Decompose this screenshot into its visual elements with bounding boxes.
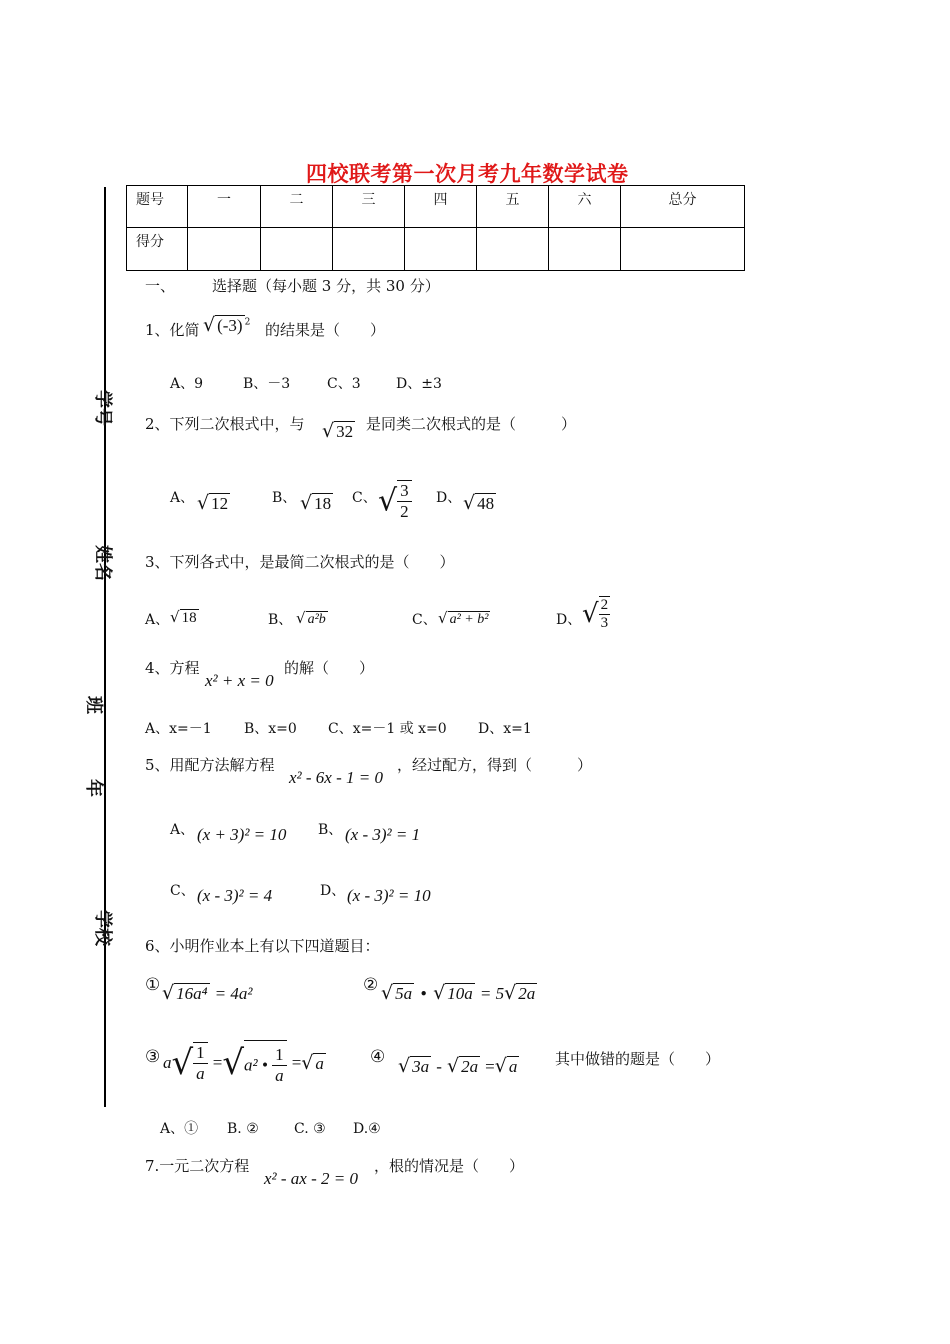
q5-option-b: (x - 3)² = 1	[345, 825, 421, 844]
q5-option-d-label: D、	[320, 883, 346, 899]
q1-suffix: 的结果是（ ）	[265, 321, 386, 339]
q3-option-d: √ $\frac{2}{3}$	[582, 597, 609, 631]
q5-suffix: ，经过配方，得到（ ）	[397, 756, 593, 774]
score-cell[interactable]	[261, 228, 333, 271]
q6-item-4: √ 3a - √ 2a =√ a	[398, 1055, 518, 1077]
q1-option-c: C、3	[327, 376, 361, 392]
q2-option-c-label: C、	[352, 490, 377, 506]
q6-text: 6、小明作业本上有以下四道题目：	[145, 937, 380, 955]
q4-option-b: B、x=0	[244, 721, 297, 737]
q4-prefix: 4、方程	[145, 659, 200, 677]
q6-item-3-mark: ③	[145, 1047, 161, 1067]
score-row-label: 得分	[127, 228, 188, 271]
q2-option-b-label: B、	[272, 490, 297, 506]
q7-suffix: ，根的情况是（ ）	[374, 1157, 525, 1175]
score-col-5: 五	[477, 186, 549, 228]
q2-suffix: 是同类二次根式的是（ ）	[366, 415, 577, 433]
q5-prefix: 5、用配方法解方程	[145, 756, 275, 774]
score-header-label: 题号	[127, 186, 188, 228]
q6-option-c: C. ③	[294, 1121, 326, 1137]
q6-item-3: a√ $\frac{1}{a}$ =√a² • $\frac{1}{a}$ =√ a	[163, 1040, 326, 1086]
q1-option-d: D、±3	[396, 376, 442, 392]
side-label-grade: 年	[83, 779, 104, 797]
side-label-student-id: 学号	[92, 390, 113, 426]
score-col-3: 三	[333, 186, 405, 228]
q2-option-b: √ 18	[300, 492, 332, 514]
q5-option-a-label: A、	[170, 822, 195, 838]
q1-radical: √ (-3) $^2$	[203, 314, 251, 336]
q6-item-2: √ 5a • √ 10a = 5√ 2a	[381, 982, 536, 1004]
q1-exponent: 2	[244, 317, 251, 328]
q3-option-a: √ 18	[170, 608, 197, 626]
q2-option-d: √ 48	[463, 492, 495, 514]
q5-option-c-label: C、	[170, 883, 195, 899]
q2-option-d-label: D、	[436, 490, 462, 506]
q6-item-1-mark: ①	[145, 975, 161, 995]
q1-option-b: B、－3	[243, 376, 291, 392]
q1-radicand: (-3)	[217, 316, 243, 335]
q7-prefix: 7.一元二次方程	[145, 1157, 250, 1175]
score-cell[interactable]	[621, 228, 745, 271]
q5-option-a: (x + 3)² = 10	[197, 825, 287, 844]
q6-item-1: √ 16a⁴ = 4a²	[162, 982, 253, 1004]
q4-equation: x² + x = 0	[205, 671, 274, 690]
q5-option-c: (x - 3)² = 4	[197, 886, 273, 905]
q1-option-a: A、9	[170, 376, 204, 392]
side-label-school: 学校	[92, 910, 113, 946]
binding-line	[104, 187, 106, 1107]
q3-option-b: √ a²b	[296, 609, 326, 627]
score-col-4: 四	[405, 186, 477, 228]
q5-option-d: (x - 3)² = 10	[347, 886, 431, 905]
side-label-class: 班	[83, 696, 104, 714]
section-number: 一、	[145, 277, 176, 295]
q3-option-c: √ a² + b²	[438, 609, 489, 627]
q2-option-c: √ $\frac{3}{2}$	[378, 480, 412, 522]
q3-option-b-label: B、	[268, 612, 293, 628]
q3-option-a-label: A、	[145, 612, 170, 628]
q5-equation: x² - 6x - 1 = 0	[289, 768, 383, 787]
section-heading: 选择题（每小题 3 分，共 30 分）	[212, 277, 440, 295]
q2-option-a-label: A、	[170, 490, 195, 506]
q2-prefix: 2、下列二次根式中，与	[145, 415, 305, 433]
q6-tail: 其中做错的题是（ ）	[555, 1050, 721, 1068]
side-label-name: 姓名	[92, 545, 113, 581]
q3-text: 3、下列各式中，是最简二次根式的是（ ）	[145, 553, 455, 571]
score-cell[interactable]	[477, 228, 549, 271]
score-cell[interactable]	[333, 228, 405, 271]
q2-radical: √ 32	[322, 420, 354, 442]
score-col-6: 六	[549, 186, 621, 228]
q4-option-d: D、x=1	[478, 721, 532, 737]
q2-option-a: √ 12	[197, 492, 229, 514]
q7-equation: x² - ax - 2 = 0	[264, 1169, 358, 1188]
q4-option-c: C、x=－1 或 x=0	[328, 721, 447, 737]
score-col-1: 一	[188, 186, 261, 228]
page-title: 四校联考第一次月考九年数学试卷	[306, 162, 629, 186]
q3-option-c-label: C、	[412, 612, 437, 628]
q6-item-2-mark: ②	[363, 975, 379, 995]
q6-option-a: A、①	[160, 1121, 199, 1137]
score-cell[interactable]	[405, 228, 477, 271]
q4-option-a: A、x=－1	[145, 721, 212, 737]
q5-option-b-label: B、	[318, 822, 343, 838]
q6-option-d: D.④	[353, 1121, 381, 1137]
score-cell[interactable]	[188, 228, 261, 271]
q6-option-b: B. ②	[227, 1121, 259, 1137]
q6-item-4-mark: ④	[370, 1047, 386, 1067]
score-cell[interactable]	[549, 228, 621, 271]
q1-prefix: 1、化简	[145, 321, 200, 339]
q3-option-d-label: D、	[556, 612, 582, 628]
score-col-2: 二	[261, 186, 333, 228]
q4-suffix: 的解（ ）	[284, 659, 375, 677]
score-col-total: 总分	[621, 186, 745, 228]
score-table	[126, 185, 745, 271]
